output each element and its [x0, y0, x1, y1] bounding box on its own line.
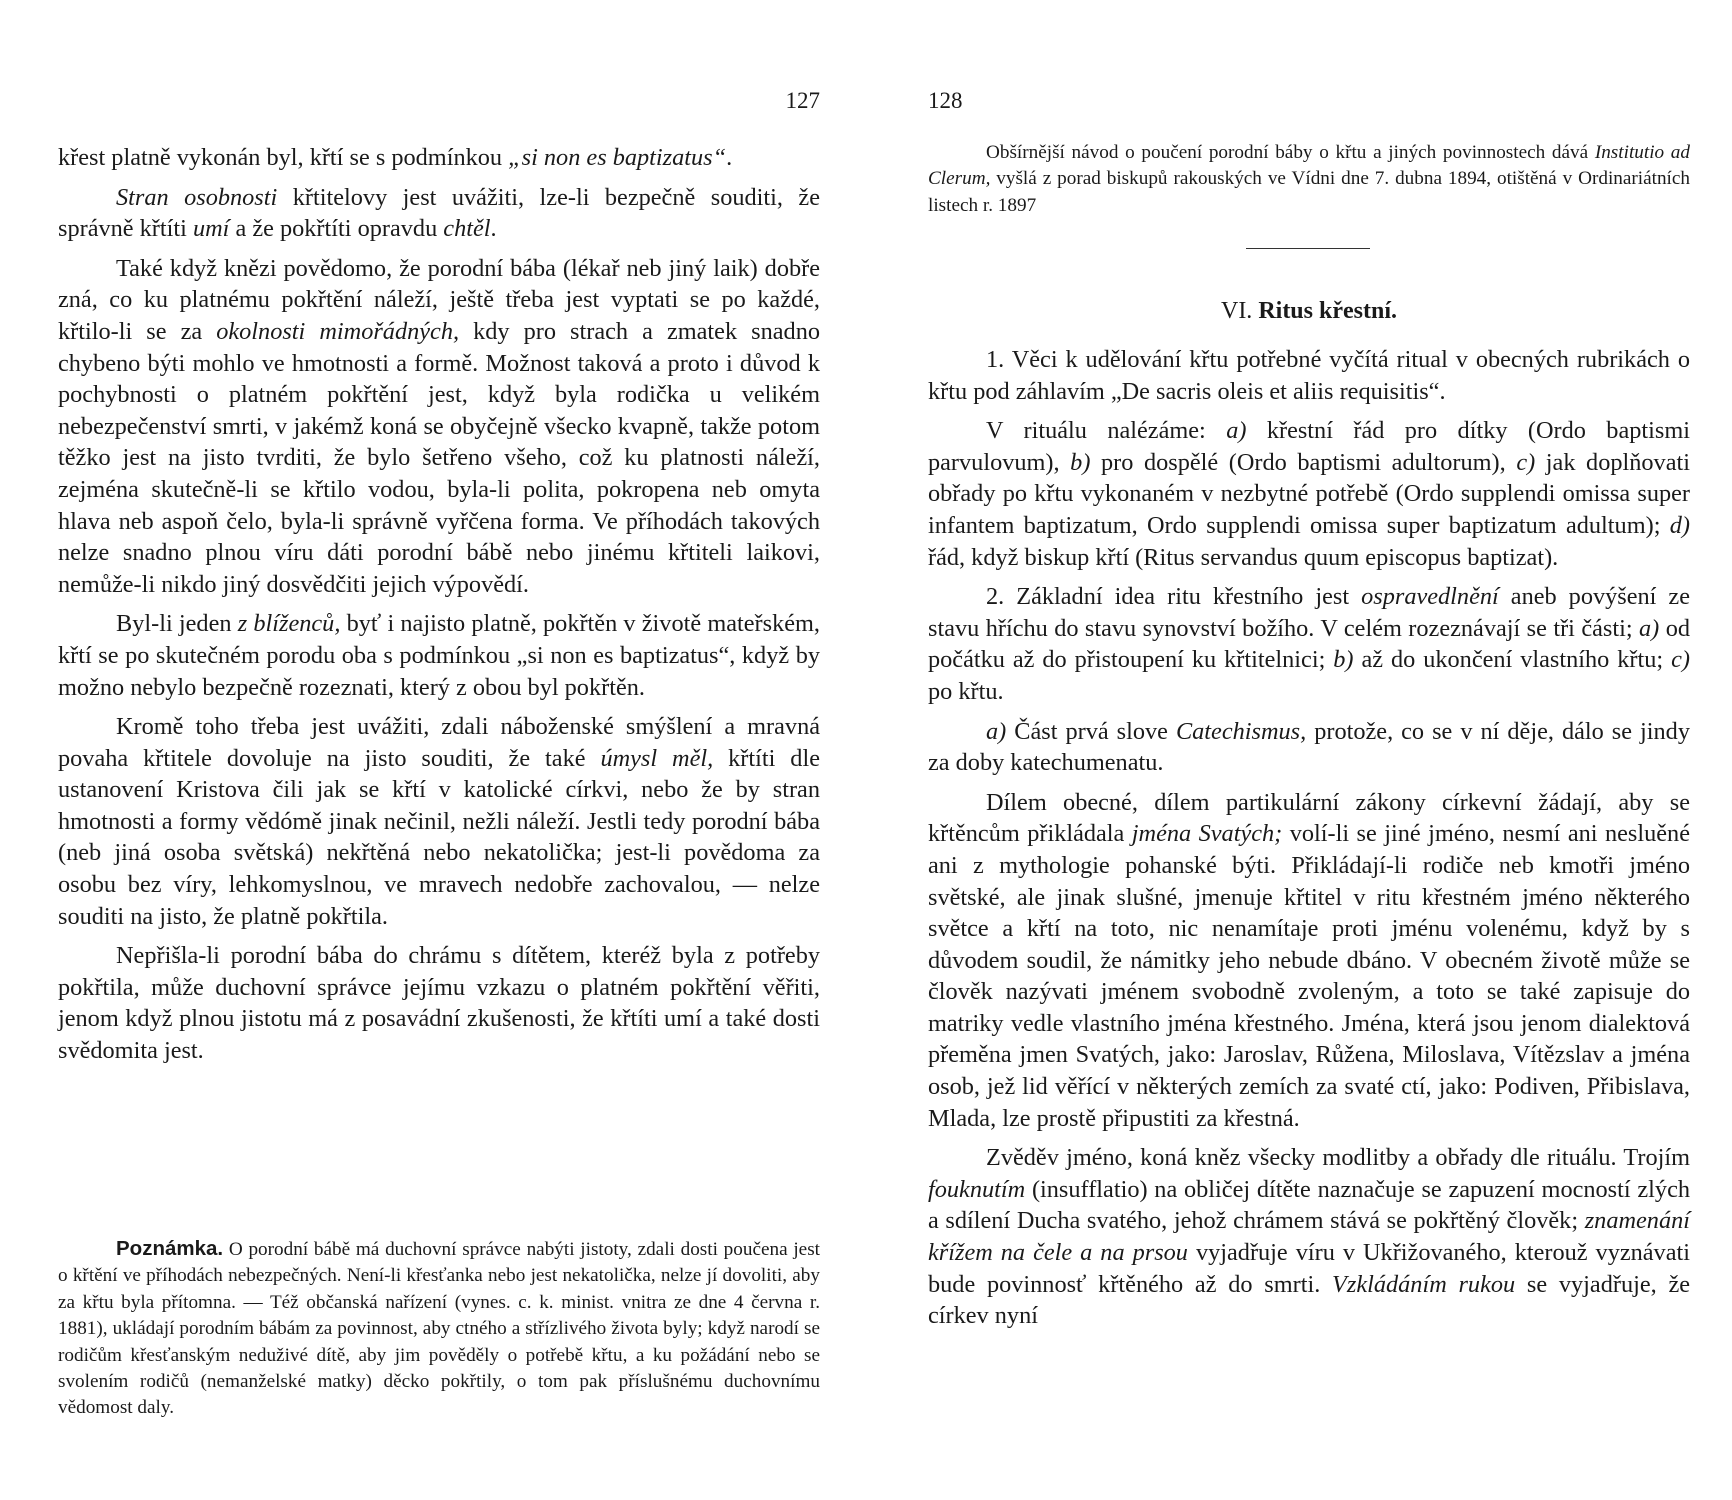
paragraph: a) Část prvá slove Catechismus, protože, co se v ní děje, dálo se jindy za doby katechumenatu.: [928, 717, 1690, 777]
divider: [1246, 248, 1370, 249]
paragraph: Byl-li jeden z blíženců, byť i najisto platně, pokřtěn v životě mateřském, křtí se po skutečném porodu oba s podmínkou „si non es baptizatus“, když by možno nebylo bezpečně rozeznati, který z obou byl pokřtěn.: [58, 610, 821, 701]
paragraph: V rituálu nalézáme: a) křestní řád pro dítky (Ordo baptismi parvulovum), b) pro dospělé (Ordo baptismi adultorum), c) jak doplňovati obřady po křtu vykonaném v nezbytné potřebě (Ordo supplendi omissa super infantem baptizatum, Ordo supplendi omissa super baptizatum adultum); d) řád, když biskup křtí (Ritus servandus quum episcopus baptizat).: [928, 417, 1690, 571]
paragraph: Stran osobnosti křtitelovy jest uvážiti, lze-li bezpečně souditi, že správně křtíti umí a že pokřtíti opravdu chtěl.: [58, 183, 820, 243]
footnote: Poznámka. O porodní bábě má duchovní správce nabýti jistoty, zdali dosti poučena jest o křtění ve příhodách nebezpečných. Není-li křesťanka nebo jest nekatolička, nelze jí dovoliti, aby za křtu byla přítomna. — Též občanská nařízení (vynes. c. k. minist. vnitra ze dne 4 června r. 1881), ukládají porodním bábám za povinnost, aby ctného a střízlivého života byly; když narodí se rodičům křesťanským neduživé dítě, aby jim pověděly o potřebě křtu, a ku požádání nebo se svolením rodičů (nemanželské matky) děcko pokřtily, o tom pak příslušnému duchovnímu vědomost daly.: [58, 1237, 820, 1419]
paragraph: Kromě toho třeba jest uvážiti, zdali náboženské smýšlení a mravná povaha křtitele dovoluje na jisto souditi, že také úmysl měl, křtíti dle ustanovení Kristova čili jak se křtí v katolické církvi, nebo že by stran hmotnosti a formy vědómě jinak nečinil, nežli náleží. Jestli tedy porodní bába (neb jiná osoba světská) nekřtěná nebo nekatolička; jest-li povědoma za osobu bez víry, lehkomyslnou, ve mravech nedobře zachovalou, — nelze souditi na jisto, že platně pokřtila.: [58, 713, 820, 930]
paragraph: Také když knězi povědomo, že porodní bába (lékař neb jiný laik) dobře zná, co ku platnému pokřtění náleží, ještě třeba jest vyptati se po každé, křtilo-li se za okolnosti mimořádných, kdy pro strach a zmatek snadno chybeno býti mohlo ve hmotnosti a formě. Možnost taková a proto i důvod k pochybnosti o platném pokřtění jest, když byla rodička u velikém nebezpečenství smrti, v jakémž koná se obyčejně všecko kvapně, takže potom těžko jest na jisto tvrditi, že bylo šetřeno všeho, což ku platnosti náleží, zejména skutečně-li se křtilo vodou, byla-li polita, pokropena neb omyta hlava neb aspoň čelo, byla-li správně vyřčena forma. Ve příhodách takových nelze snadno plnou víru dáti porodní bábě nebo jinému křtiteli laikovi, nemůže-li nikdo jiný dosvědčiti jejich výpovědí.: [58, 254, 821, 598]
paragraph: křest platně vykonán byl, křtí se s podmínkou „si non es baptizatus“.: [58, 144, 733, 171]
main-text: [928, 344, 1690, 1340]
paragraph: Nepřišla-li porodní bába do chrámu s dítětem, kteréž byla z potřeby pokřtila, může duchovní správce jejímu vzkazu o platném pokřtění věřiti, jenom když plnou jistotu má z posavádní zkušenosti, že křtíti umí a také dosti svědomita jest.: [58, 942, 820, 1065]
top-note: Obšírnější návod o poučení porodní báby o křtu a jiných povinnostech dává Institutio ad Clerum, vyšlá z porad biskupů rakouských ve Vídni dne 7. dubna 1894, otištěná v Ordinariátních listech r. 1897: [928, 142, 1690, 216]
main-text: [58, 142, 820, 1075]
paragraph: 1. Věci k udělování křtu potřebné vyčítá ritual v obecných rubrikách o křtu pod záhlavím „De sacris oleis et aliis requisitis“.: [928, 346, 1690, 405]
section-heading: VI. Ritus křestní.: [1220, 298, 1397, 324]
page-number: 128: [928, 88, 963, 113]
page-number: 127: [785, 88, 820, 113]
paragraph: Zvěděv jméno, koná kněz všecky modlitby a obřady dle rituálu. Trojím fouknutím (insufflatio) na obličej dítěte naznačuje se zapuzení mocností zlých a sdílení Ducha svatého, jehož chrámem stává se pokřtěný člověk; znamenání křížem na čele a na prsou vyjadřuje víru v Ukřižovaného, kterouž vyznávati bude povinnosť křtěného až do smrti. Vzkládáním rukou se vyjadřuje, že církev nyní: [928, 1144, 1691, 1330]
paragraph: 2. Základní idea ritu křestního jest ospravedlnění aneb povýšení ze stavu hříchu do stavu synovství božího. V celém rozeznávají se tři části; a) od počátku až do přistoupení ku křtitelnici; b) až do ukončení vlastního křtu; c) po křtu.: [928, 583, 1691, 705]
paragraph: Dílem obecné, dílem partikulární zákony církevní žádají, aby se křtěncům přikládala jména Svatých; volí-li se jiné jméno, nesmí ani nesluěné ani z mythologie pohanské býti. Přikládají-li rodiče neb kmotři jméno světské, ale jinak slušné, jmenuje křtitel v ritu křestném jméno některého světce a křtí na toto, nic nenamítaje proti jménu volenému, když by s důvodem soudil, že námitky jeho nebude dbáno. V obecném životě může se člověk nazývati jménem svobodně zvoleným, a toto se také zapisuje do matriky vedle vlastního jména křestného. Jména, která jsou jenom dialektová přeměna jmen Svatých, jako: Jaroslav, Růžena, Miloslava, Vítězslav a jména osob, jež lid věřící v některých zemích za svaté ctí, jako: Podiven, Přibislava, Mlada, lze prostě připustiti za křestná.: [928, 788, 1690, 1132]
note-label: Poznámka.: [116, 1237, 224, 1260]
